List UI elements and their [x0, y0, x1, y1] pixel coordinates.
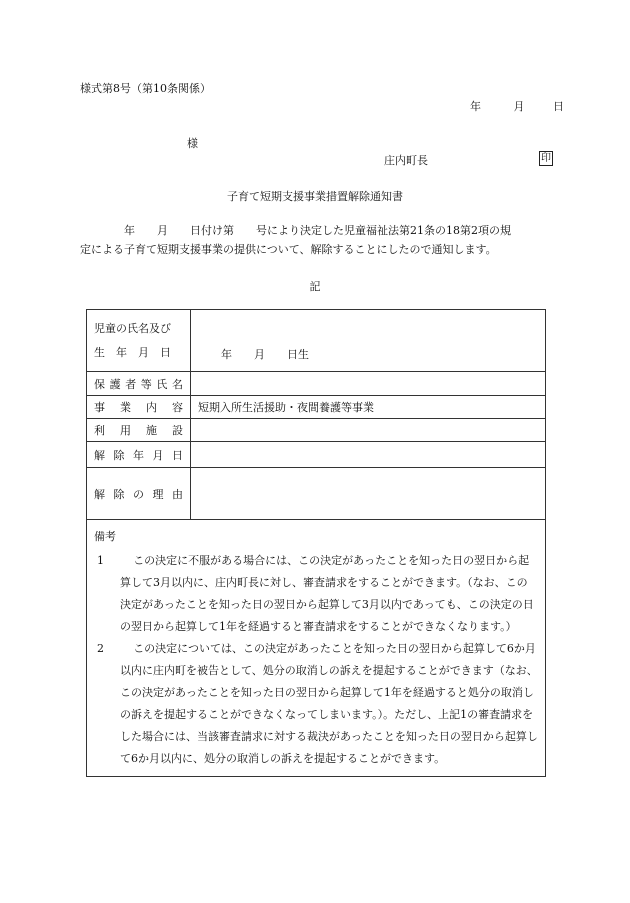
date-line [470, 98, 564, 114]
child-name-label [87, 310, 191, 372]
child-name-label-line1: 児童の氏名及び [94, 321, 171, 335]
body-line-2: 定による子育て短期支援事業の提供について、解除することにしたので通知します。 [80, 243, 497, 256]
child-name-value[interactable] [191, 310, 546, 372]
document-title: 子育て短期支援事業措置解除通知書 [227, 190, 403, 203]
business-value-text: 短期入所生活援助・夜間養護等事業 [198, 401, 374, 414]
issuer-title: 庄内町長 [384, 154, 428, 167]
birth-date-value: 年 月 日生 [221, 348, 309, 361]
note-text: この決定に不服がある場合には、この決定があったことを知った日の翌日から起算して3月以内に、庄内町長に対し、審査請求をすることができます。（なお、この決定があったことを知った日の翌日から起算して3月以内であっても、この決定の日の翌日から起算して1年を経過すると審査請求をすることができなくなります。） [120, 554, 534, 633]
ki-heading: 記 [309, 280, 321, 293]
table-row-facility [87, 419, 546, 442]
child-name-label-line2: 生 年 月 日 [94, 345, 171, 359]
business-label: 事業内容 [87, 396, 191, 419]
release-date-value[interactable] [191, 442, 546, 468]
date-year: 年 [470, 100, 481, 113]
date-day: 日 [553, 100, 564, 113]
notes-title: 備考 [94, 530, 116, 543]
notes-cell [87, 520, 546, 777]
notice-table [86, 309, 546, 777]
body-paragraph [80, 221, 550, 259]
note-item [94, 638, 538, 770]
business-value[interactable] [191, 396, 546, 419]
body-line-1: 年 月 日付け第 号により決定した児童福祉法第21条の18第2項の規 [80, 224, 511, 237]
facility-value[interactable] [191, 419, 546, 442]
note-item [94, 550, 538, 638]
reason-label: 解除の理由 [87, 468, 191, 520]
table-row-reason [87, 468, 546, 520]
note-number: 1 [97, 554, 104, 567]
table-row-child-name [87, 310, 546, 372]
facility-label: 利用施設 [87, 419, 191, 442]
form-number: 様式第8号（第10条関係） [80, 82, 211, 95]
addressee-suffix: 様 [187, 137, 198, 150]
seal-mark: 印 [541, 153, 551, 164]
release-date-label: 解除年月日 [87, 442, 191, 468]
note-number: 2 [97, 642, 104, 655]
reason-value[interactable] [191, 468, 546, 520]
guardian-value[interactable] [191, 372, 546, 396]
guardian-label: 保護者等氏名 [87, 372, 191, 396]
table-row-notes [87, 520, 546, 777]
table-row-release-date [87, 442, 546, 468]
table-row-guardian [87, 372, 546, 396]
table-row-business [87, 396, 546, 419]
date-month: 月 [513, 100, 525, 113]
note-text: この決定については、この決定があったことを知った日の翌日から起算して6か月以内に庄内町を被告として、処分の取消しの訴えを提起することができます（なお、この決定があったことを知った日の翌日から起算して1年を経過すると処分の取消しの訴えを提起することができなくなってしまいます。）。ただし、上記1の審査請求をした場合には、当該審査請求に対する裁決があったことを知った日の翌日から起算して6か月以内に、処分の取消しの訴えを提起することができます。 [120, 642, 538, 765]
